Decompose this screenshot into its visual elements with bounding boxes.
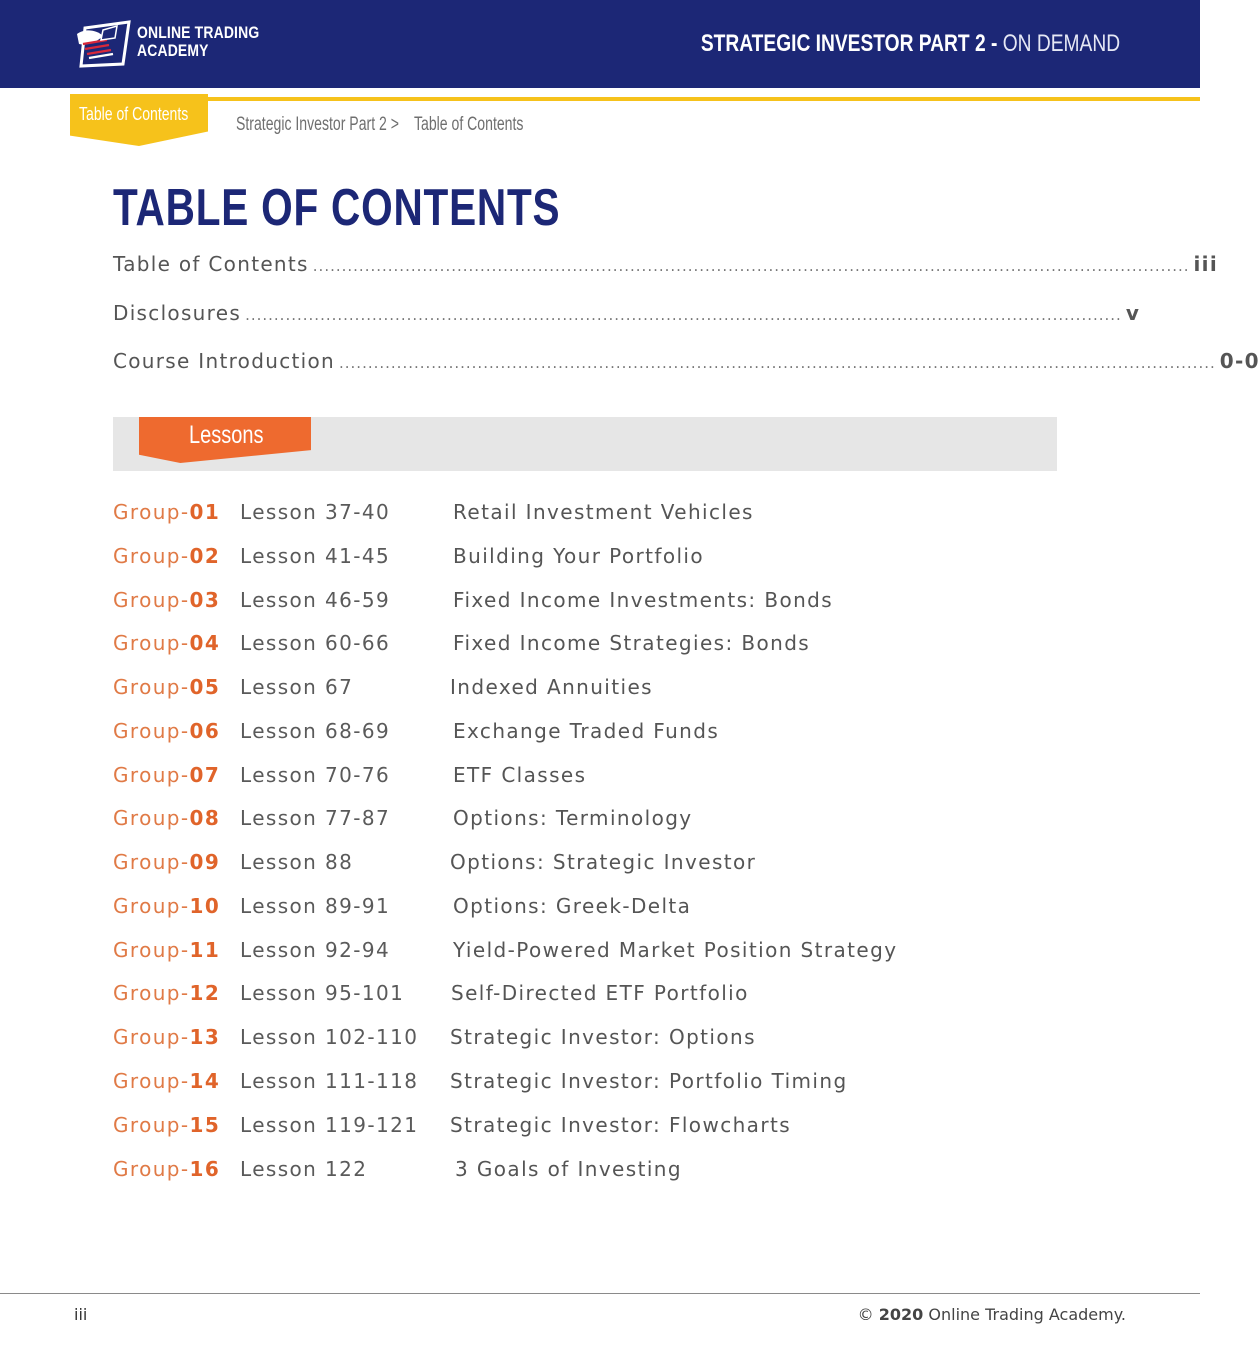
lesson-row[interactable]	[0, 981, 1200, 1011]
copyright-notice	[858, 1305, 1126, 1324]
group-number: 11	[189, 938, 221, 962]
course-title	[701, 30, 1120, 58]
lesson-range: Lesson 119-121	[240, 1113, 419, 1137]
lesson-range: Lesson 122	[240, 1157, 368, 1181]
lesson-row[interactable]	[0, 938, 1200, 968]
toc-entry-page: 0-0	[1219, 349, 1260, 373]
lessons-heading: Lessons	[189, 421, 264, 449]
group-number: 10	[189, 894, 221, 918]
group-label	[113, 719, 220, 743]
group-prefix: Group-	[113, 763, 190, 787]
lesson-range: Lesson 46-59	[240, 588, 391, 612]
group-label	[113, 763, 220, 787]
group-prefix: Group-	[113, 806, 190, 830]
lesson-range: Lesson 37-40	[240, 500, 391, 524]
lesson-title: Yield-Powered Market Position Strategy	[453, 938, 898, 962]
lesson-title: ETF Classes	[453, 763, 587, 787]
copyright-year: 2020	[878, 1305, 924, 1324]
group-number: 12	[189, 981, 221, 1005]
header-divider	[207, 97, 1200, 101]
group-number: 09	[189, 850, 221, 874]
group-prefix: Group-	[113, 894, 190, 918]
lesson-row[interactable]	[0, 894, 1200, 924]
group-label	[113, 544, 220, 568]
group-number: 15	[189, 1113, 221, 1137]
toc-entry-page: v	[1125, 301, 1141, 325]
lesson-row[interactable]	[0, 588, 1200, 618]
group-label	[113, 588, 220, 612]
page-number: iii	[74, 1305, 88, 1324]
lesson-row[interactable]	[0, 806, 1200, 836]
lesson-range: Lesson 77-87	[240, 806, 391, 830]
toc-entry[interactable]	[113, 252, 1218, 280]
lesson-range: Lesson 41-45	[240, 544, 391, 568]
lesson-range: Lesson 68-69	[240, 719, 391, 743]
group-number: 06	[189, 719, 221, 743]
lesson-title: 3 Goals of Investing	[455, 1157, 682, 1181]
lesson-title: Options: Terminology	[453, 806, 693, 830]
group-number: 05	[189, 675, 221, 699]
lesson-title: Options: Greek-Delta	[453, 894, 692, 918]
group-label	[113, 806, 220, 830]
lesson-range: Lesson 60-66	[240, 631, 391, 655]
lesson-title: Exchange Traded Funds	[453, 719, 720, 743]
group-prefix: Group-	[113, 675, 190, 699]
lesson-range: Lesson 92-94	[240, 938, 391, 962]
group-number: 04	[189, 631, 221, 655]
group-prefix: Group-	[113, 719, 190, 743]
group-number: 08	[189, 806, 221, 830]
toc-leader-dots: ........................................................................................................................................................	[245, 306, 1122, 324]
group-label	[113, 500, 220, 524]
lesson-row[interactable]	[0, 1069, 1200, 1099]
academy-logo-icon	[73, 20, 133, 68]
group-number: 07	[189, 763, 221, 787]
group-number: 02	[189, 544, 221, 568]
lesson-title: Fixed Income Investments: Bonds	[453, 588, 834, 612]
lesson-row[interactable]	[0, 850, 1200, 880]
group-number: 03	[189, 588, 221, 612]
group-label	[113, 1157, 220, 1181]
toc-leader-dots: ........................................................................................................................................................	[312, 257, 1190, 275]
lesson-row[interactable]	[0, 719, 1200, 749]
course-title-separator: -	[990, 30, 998, 57]
lesson-range: Lesson 67	[240, 675, 354, 699]
breadcrumb-current: Table of Contents	[414, 114, 524, 135]
copyright-symbol: ©	[857, 1305, 874, 1324]
logo-line-2: ACADEMY	[137, 41, 209, 60]
toc-entry-label: Disclosures	[113, 301, 242, 325]
lesson-row[interactable]	[0, 500, 1200, 530]
page-title: TABLE OF CONTENTS	[113, 179, 561, 237]
lesson-row[interactable]	[0, 544, 1200, 574]
group-prefix: Group-	[113, 938, 190, 962]
lesson-title: Indexed Annuities	[450, 675, 653, 699]
lesson-range: Lesson 70-76	[240, 763, 391, 787]
lesson-range: Lesson 88	[240, 850, 354, 874]
group-number: 13	[189, 1025, 221, 1049]
header-bar	[0, 0, 1200, 88]
group-label	[113, 1069, 220, 1093]
toc-entry-page: iii	[1193, 252, 1218, 276]
toc-entry[interactable]	[113, 349, 1260, 377]
group-label	[113, 631, 220, 655]
lesson-row[interactable]	[0, 1113, 1200, 1143]
breadcrumb-parent[interactable]: Strategic Investor Part 2 >	[236, 114, 399, 135]
lesson-row[interactable]	[0, 631, 1200, 661]
logo-line-1: ONLINE TRADING	[137, 23, 260, 42]
course-title-main: STRATEGIC INVESTOR PART 2	[700, 30, 986, 57]
group-number: 14	[189, 1069, 221, 1093]
group-label	[113, 894, 220, 918]
group-prefix: Group-	[113, 1157, 190, 1181]
group-label	[113, 675, 220, 699]
group-prefix: Group-	[113, 1025, 190, 1049]
group-prefix: Group-	[113, 500, 190, 524]
lesson-range: Lesson 89-91	[240, 894, 391, 918]
group-label	[113, 938, 220, 962]
lesson-range: Lesson 102-110	[240, 1025, 419, 1049]
toc-entry-label: Course Introduction	[113, 349, 335, 373]
lesson-title: Fixed Income Strategies: Bonds	[453, 631, 811, 655]
group-label	[113, 981, 220, 1005]
group-prefix: Group-	[113, 1069, 190, 1093]
footer-divider	[0, 1293, 1200, 1294]
group-prefix: Group-	[113, 588, 190, 612]
course-title-sub: ON DEMAND	[1002, 30, 1120, 57]
group-label	[113, 1025, 220, 1049]
lesson-row[interactable]	[0, 675, 1200, 705]
group-label	[113, 850, 220, 874]
copyright-holder: Online Trading Academy.	[928, 1305, 1126, 1324]
group-prefix: Group-	[113, 850, 190, 874]
lesson-title: Building Your Portfolio	[453, 544, 705, 568]
group-label	[113, 1113, 220, 1137]
lesson-title: Retail Investment Vehicles	[453, 500, 754, 524]
lesson-title: Strategic Investor: Options	[450, 1025, 756, 1049]
group-number: 01	[189, 500, 221, 524]
group-prefix: Group-	[113, 1113, 190, 1137]
toc-entry[interactable]	[113, 301, 1141, 329]
logo-wordmark	[137, 24, 259, 60]
lesson-range: Lesson 95-101	[240, 981, 405, 1005]
lesson-row[interactable]	[0, 763, 1200, 793]
lesson-row[interactable]	[0, 1157, 1200, 1187]
section-tag-label: Table of Contents	[79, 104, 189, 124]
lesson-row[interactable]	[0, 1025, 1200, 1055]
lesson-title: Strategic Investor: Portfolio Timing	[450, 1069, 848, 1093]
lesson-title: Options: Strategic Investor	[450, 850, 757, 874]
lesson-title: Self-Directed ETF Portfolio	[451, 981, 749, 1005]
group-number: 16	[189, 1157, 221, 1181]
group-prefix: Group-	[113, 544, 190, 568]
group-prefix: Group-	[113, 981, 190, 1005]
lesson-title: Strategic Investor: Flowcharts	[450, 1113, 792, 1137]
lesson-range: Lesson 111-118	[240, 1069, 419, 1093]
group-prefix: Group-	[113, 631, 190, 655]
toc-entry-label: Table of Contents	[113, 252, 309, 276]
toc-leader-dots: ........................................................................................................................................................	[339, 354, 1216, 372]
